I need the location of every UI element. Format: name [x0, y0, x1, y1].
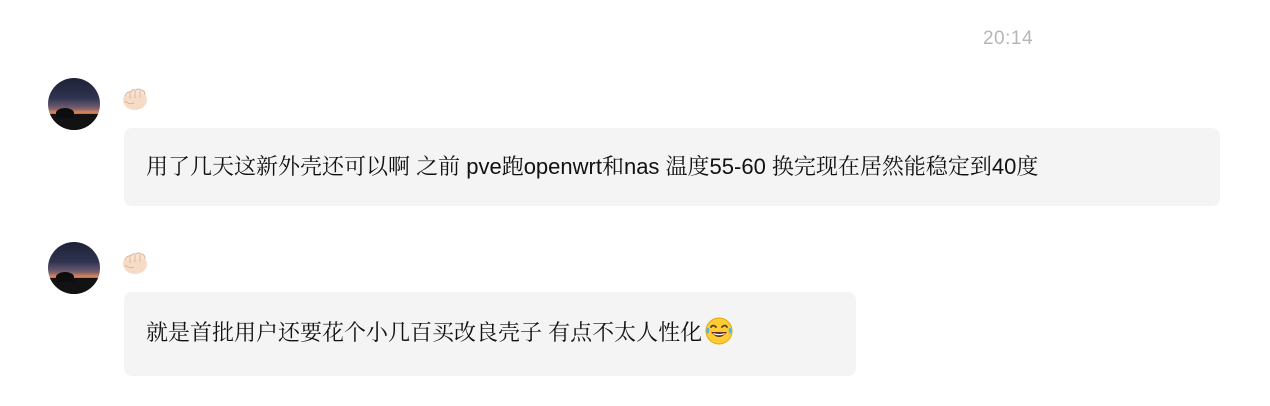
- sender-avatar[interactable]: [48, 78, 100, 130]
- fist-emoji-icon: [120, 250, 150, 276]
- message-text: 用了几天这新外壳还可以啊 之前 pve跑openwrt和nas 温度55-60 换完现在居然能稳定到40度: [146, 154, 1039, 179]
- message-timestamp: 20:14: [982, 28, 1034, 49]
- fist-emoji-icon: [120, 86, 150, 112]
- laughing-tears-emoji-icon: [704, 316, 734, 346]
- message-bubble[interactable]: [124, 128, 1220, 206]
- sender-avatar[interactable]: [48, 242, 100, 294]
- message-text: 就是首批用户还要花个小几百买改良壳子 有点不太人性化: [146, 320, 703, 345]
- message-bubble[interactable]: [124, 292, 856, 376]
